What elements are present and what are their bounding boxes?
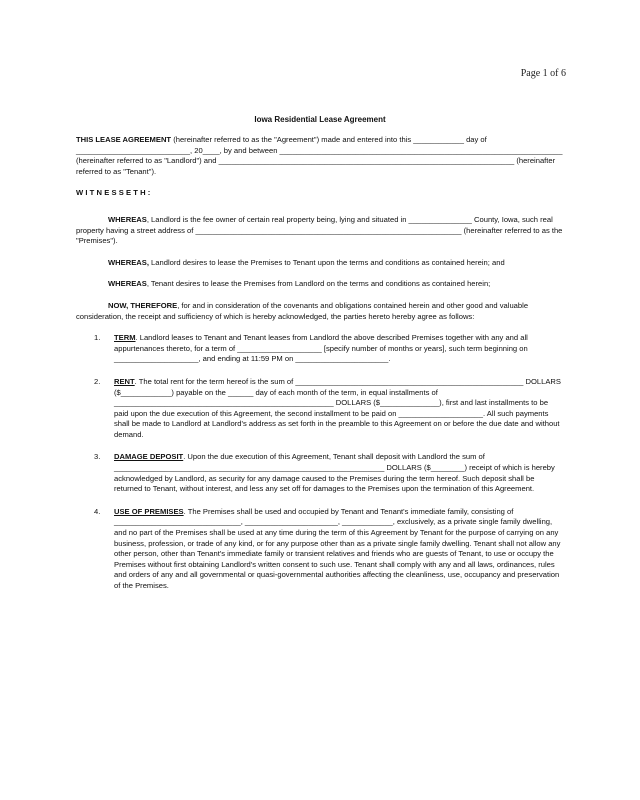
whereas-1-text: , Landlord is the fee owner of certain real property being, lying and situated in _______________ County, Iowa, such real property having a street address of _______________________________________________________________ (hereinafter referred to as the "Premises"). [76,214,563,246]
witnesseth-heading: WITNESSETH: [76,188,153,198]
section-damage-deposit [76,452,564,494]
therefore-text: , for and in consideration of the covenants and obligations contained herein and other good and valuable consideration, the receipt and sufficiency of which is hereby acknowledged, the parties hereto hereby agree as follows: [76,300,529,321]
section-number: 4. [94,506,101,516]
whereas-paragraph-1 [76,215,564,247]
section-text: . The Premises shall be used and occupied by Tenant and Tenant's immediate family, consisting of ______________________________, ______________________, ____________, exclusively, as a private single family dwelling, and no part of the Premises shall be used at any time during the term of this Agreement by Tenant for the purpose of carrying on any business, profession, or trade of any kind, or for any purpose other than as a private single family dwelling. Tenant shall not allow any other person, other than Tenant's immediate family or transient relatives and friends who are guests of Tenant, to use or occupy the Premises without first obtaining Landlord's written consent to such use. Tenant shall comply with any and all laws, ordinances, rules and orders of any and all governmental or quasi-governmental authorities affecting the cleanliness, use, occupancy and preservation of the Premises. [114,506,561,590]
section-use-of-premises [76,507,564,592]
document-title: Iowa Residential Lease Agreement [254,115,386,124]
whereas-3-text: , Tenant desires to lease the Premises from Landlord on the terms and conditions as contained herein; [146,279,491,289]
whereas-paragraph-2 [76,258,564,269]
section-heading: TERM [114,333,136,343]
section-text: . Landlord leases to Tenant and Tenant leases from Landlord the above described Premises together with any and all appurtenances thereto, for a term of ____________________ [specify number of months or years], such term beginning on ____________________, and ending at 11:59 PM on ______________________. [114,333,528,364]
intro-lead: THIS LEASE AGREEMENT [76,135,172,144]
section-rent [76,377,564,441]
intro-paragraph [76,135,564,177]
whereas-1-lead: WHEREAS [108,214,147,224]
section-heading: RENT [114,376,135,386]
page-number: Page 1 of 6 [520,68,566,79]
section-text: . Upon the due execution of this Agreement, Tenant shall deposit with Landlord the sum of ________________________________________________________________ DOLLARS ($________) receipt of which is hereby acknowledged by Landlord, as security for any damage caused to the Premises during the term hereof. Such deposit shall be returned to Tenant, without interest, and less any set off for damages to the Premises upon the termination of this Agreement. [114,452,555,494]
section-text: . The total rent for the term hereof is the sum of ______________________________________________________ DOLLARS ($____________) payable on the ______ day of each month of the term, in equal installments of ____________________________________________________ DOLLARS ($______________), first and last installments to be paid upon the due execution of this Agreement, the second installment to be paid on ____________________. All such payments shall be made to Landlord at Landlord's address as set forth in the preamble to this Agreement on or before the due date and without demand. [114,376,561,439]
intro-text: (hereinafter referred to as the "Agreement") made and entered into this ____________ day of ___________________________, 20____, by and between ___________________________________________________________________ (hereinafter referred to as "Landlord") and ______________________________________________________________________ (hereinafter referred to as "Tenant"). [76,135,563,176]
therefore-lead: NOW, THEREFORE [108,300,178,310]
whereas-3-lead: WHEREAS [108,279,147,289]
section-number: 1. [94,333,101,343]
section-heading: USE OF PREMISES [114,506,184,516]
document-body [76,135,564,604]
whereas-2-text: Landlord desires to lease the Premises to Tenant upon the terms and conditions as contained herein; and [148,257,505,267]
section-number: 3. [94,452,101,462]
lease-sections [76,333,564,591]
section-number: 2. [94,376,101,386]
whereas-paragraph-3 [76,279,564,290]
section-term [76,333,564,365]
whereas-2-lead: WHEREAS, [108,257,149,267]
therefore-paragraph [76,301,564,322]
section-heading: DAMAGE DEPOSIT [114,452,184,462]
